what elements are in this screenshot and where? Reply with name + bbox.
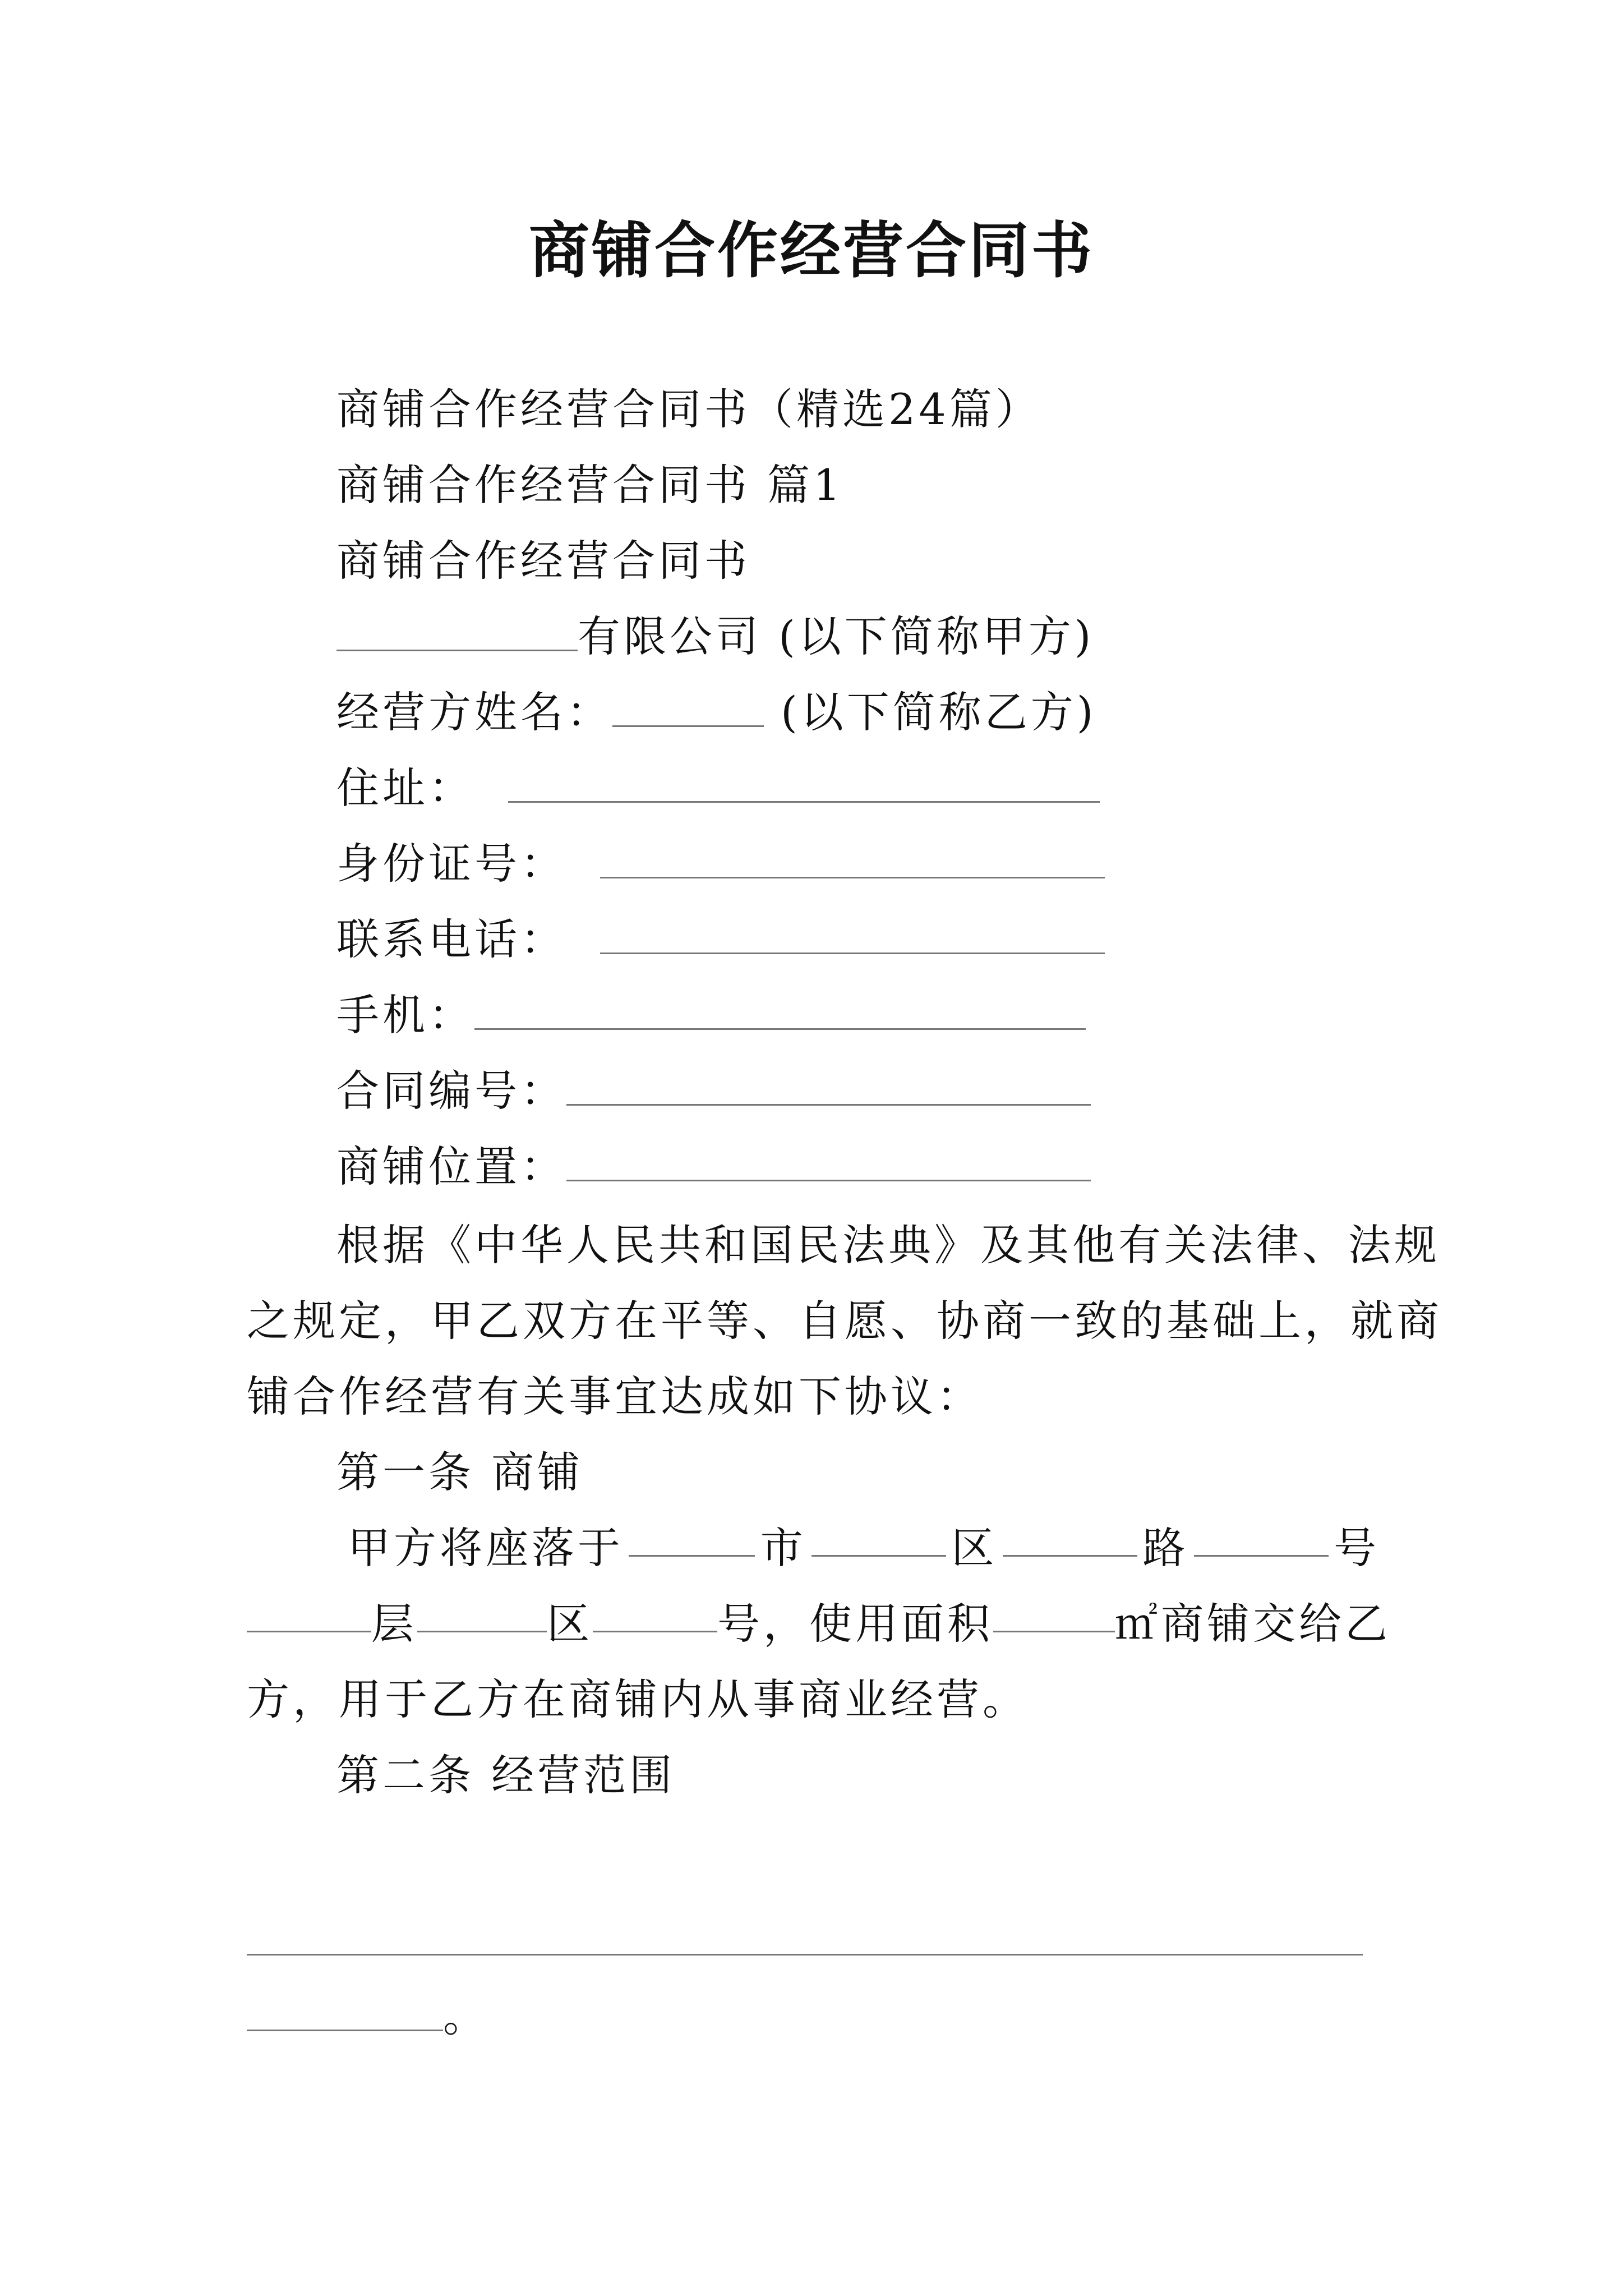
phone-label: 联系电话： [336,914,566,964]
address-label: 住址： [336,763,474,813]
floor-blank[interactable] [247,1596,371,1632]
road-blank[interactable] [1003,1520,1137,1557]
business-scope-blank-1[interactable] [247,1919,1363,1955]
preamble-line-1: 根据《中华人民共和国民法典》及其他有关法律、法规 [336,1220,1440,1270]
id-number-blank[interactable] [600,842,1105,878]
mobile-line [336,987,1086,1043]
area-unit-text: ㎡商铺交给乙 [1115,1599,1391,1649]
phone-line [336,912,1105,968]
district-unit: 区 [951,1523,998,1573]
contract-no-label: 合同编号： [336,1066,566,1116]
shop-location-label: 商铺位置： [336,1142,566,1191]
id-number-line [336,836,1105,892]
zone-blank[interactable] [417,1596,547,1632]
area-text: 号，使用面积 [717,1599,994,1649]
preamble-line-2: 之规定，甲乙双方在平等、自愿、协商一致的基础上，就商 [247,1296,1442,1346]
party-a-suffix: 有限公司 (以下简称甲方) [578,611,1095,661]
article-1-line-3: 方，用于乙方在商铺内从事商业经营。 [247,1674,1029,1724]
shop-located-at-text: 甲方将座落于 [348,1523,624,1573]
city-blank[interactable] [629,1520,755,1557]
address-blank[interactable] [508,766,1100,803]
number-blank[interactable] [1194,1520,1329,1557]
road-unit: 路 [1142,1523,1189,1573]
party-b-label: 经营方姓名： [336,687,612,737]
floor-unit: 层 [371,1599,417,1649]
contract-no-blank[interactable] [566,1069,1091,1106]
end-mark: 。 [443,1991,489,2041]
party-b-name-blank[interactable] [612,691,764,727]
article-1-heading: 第一条 商铺 [336,1447,584,1497]
zone-unit: 区 [547,1599,593,1649]
article-2-heading: 第二条 经营范围 [336,1750,676,1800]
article-1-line-2 [247,1596,1391,1652]
number-unit: 号 [1334,1523,1380,1573]
shop-location-line [336,1139,1091,1195]
contract-name: 商铺合作经营合同书 [336,536,750,586]
document-subtitle: 商铺合作经营合同书（精选24篇） [336,384,1041,434]
unit-number-blank[interactable] [593,1596,717,1632]
party-b-line [336,684,1096,740]
shop-location-blank[interactable] [566,1145,1091,1181]
section-heading: 商铺合作经营合同书 篇1 [336,460,844,510]
party-a-name-blank[interactable] [336,615,578,651]
preamble-line-3: 铺合作经营有关事宜达成如下协议： [247,1372,983,1421]
business-scope-line-1 [247,1913,1363,1969]
business-scope-blank-2[interactable] [247,1995,443,2031]
id-number-label: 身份证号： [336,839,566,889]
address-line [336,760,1100,816]
mobile-label: 手机： [336,990,474,1040]
party-a-line [336,609,1094,665]
contract-no-line [336,1063,1091,1119]
party-b-suffix: (以下简称乙方) [764,687,1097,737]
district-blank[interactable] [811,1520,946,1557]
phone-blank[interactable] [600,918,1105,954]
city-unit: 市 [760,1523,806,1573]
article-1-line-1 [348,1520,1380,1576]
document-title: 商铺合作经营合同书 [528,215,1094,286]
mobile-blank[interactable] [474,993,1086,1030]
area-blank[interactable] [993,1596,1115,1632]
business-scope-line-2 [247,1989,489,2045]
